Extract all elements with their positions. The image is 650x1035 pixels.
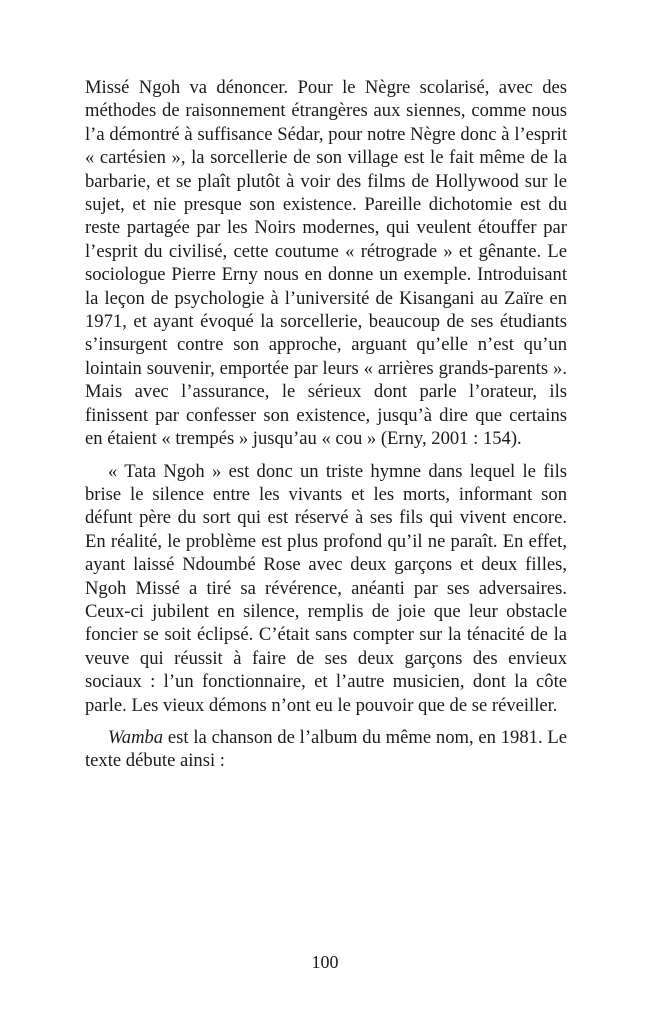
paragraph-2: « Tata Ngoh » est donc un triste hymne dans lequel le fils brise le silence entre les vivants et les morts, informant son défunt père du sort qui est réservé à ses fils qui vivent encore. En réalité, le problème est plus profond qu’il ne paraît. En effet, ayant laissé Ndoumbé Rose avec deux garçons et deux filles, Ngoh Missé a tiré sa révérence, anéanti par ses adversaires. Ceux-ci jubilent en silence, remplis de joie que leur obstacle foncier se soit éclipsé. C’était sans compter sur la ténacité de la veuve qui réussit à faire de ses deux garçons des envieux sociaux : l’un fonctionnaire, et l’autre musicien, dont la côte parle. Les vieux démons n’ont eu le pouvoir que de se réveiller. <box>85 460 567 716</box>
paragraph-3-text: est la chanson de l’album du même nom, en 1981. Le texte débute ainsi : <box>85 726 567 772</box>
page-number: 100 <box>311 952 339 972</box>
song-title: Wamba <box>108 726 164 748</box>
page-body <box>85 76 567 773</box>
paragraph-3 <box>85 726 567 773</box>
paragraph-1: Missé Ngoh va dénoncer. Pour le Nègre scolarisé, avec des méthodes de raisonnement étrangères aux siennes, comme nous l’a démontré à suffisance Sédar, pour notre Nègre donc à l’esprit « cartésien », la sorcellerie de son village est le fait même de la barbarie, et se plaît plutôt à voir des films de Hollywood sur le sujet, et nie presque son existence. Pareille dichotomie est du reste partagée par les Noirs modernes, qui veulent étouffer par l’esprit du civilisé, cette coutume « rétrograde » et gênante. Le sociologue Pierre Erny nous en donne un exemple. Introduisant la leçon de psychologie à l’université de Kisangani au Zaïre en 1971, et ayant évoqué la sorcellerie, beaucoup de ses étudiants s’insurgent contre son approche, arguant qu’elle n’est qu’un lointain souvenir, emportée par leurs « arrières grands-parents ». Mais avec l’assurance, le sérieux dont parle l’orateur, ils finissent par confesser son existence, jusqu’à dire que certains en étaient « trempés » jusqu’au « cou » (Erny, 2001 : 154). <box>85 77 567 450</box>
